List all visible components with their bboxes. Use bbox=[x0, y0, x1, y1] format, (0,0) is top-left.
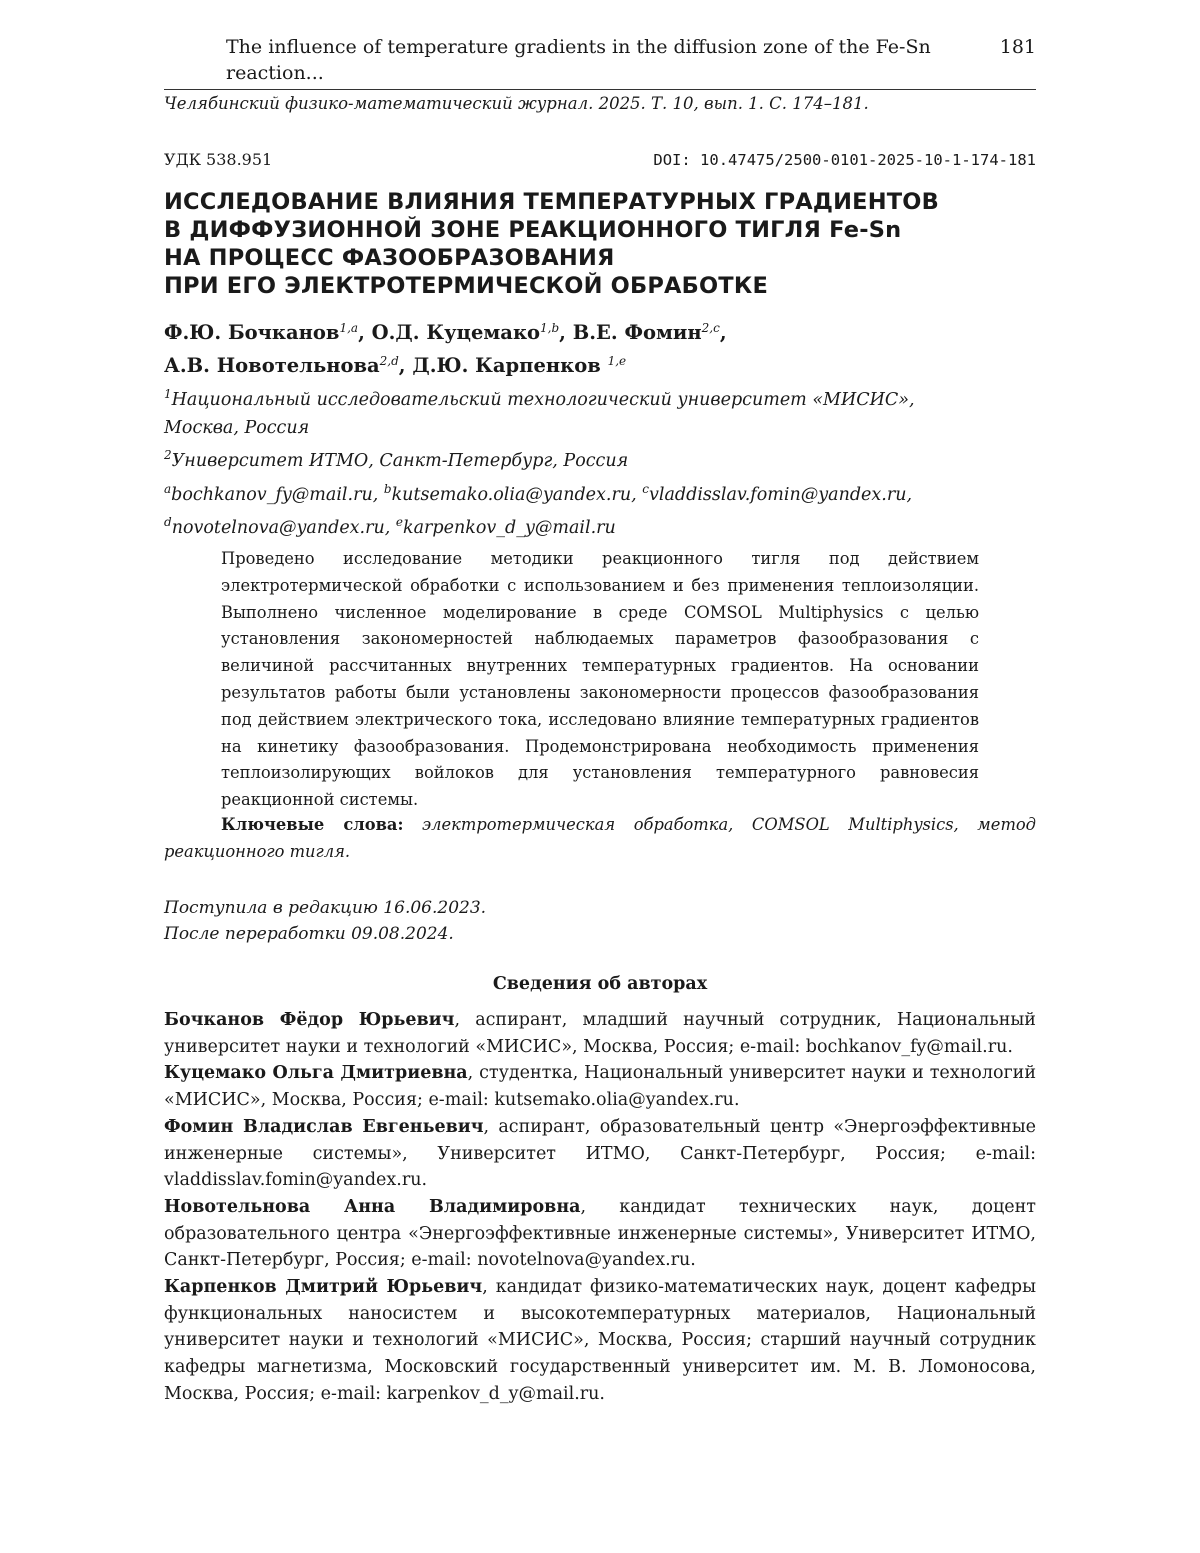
email-link[interactable]: karpenkov_d_y@mail.ru bbox=[403, 518, 616, 538]
abstract: Проведено исследование методики реакционного тигля под действием электротермической обработки с использованием и без применения теплоизоляции. Выполнено численное моделирование в среде COMSOL Multiphysics с целью установления закономерностей наблюдаемых параметров фазообразования с величиной рассчитанных внутренних температурных градиентов. На основании результатов работы были установлены закономерности процессов фазообразования под действием электрического тока, исследовано влияние температурных градиентов на кинетику фазообразования. Продемонстрирована необходимость применения теплоизолирующих войлоков для установления температурного равновесия реакционной системы. bbox=[221, 549, 979, 810]
author-bio-text: , аспирант, образовательный центр «Энергоэффективные инженерные системы», Университет ИТМО, Санкт-Петербург, Россия; e-mail: vladdisslav.fomin@yandex.ru. bbox=[164, 1116, 1037, 1191]
author-bio-name: Куцемако Ольга Дмитриевна bbox=[164, 1063, 468, 1084]
author-bio-text: , кандидат технических наук, доцент образовательного центра «Энергоэффективные инженерные системы», Университет ИТМО, Санкт-Петербург, Россия; e-mail: novotelnova@yandex.ru. bbox=[164, 1196, 1036, 1271]
about-authors-heading: Сведения об авторах bbox=[492, 974, 708, 994]
author-sup: 1,a bbox=[339, 321, 359, 335]
keywords-text: электротермическая обработка, COMSOL Multiphysics, метод реакционного тигля. bbox=[164, 815, 1037, 861]
author-bio-name: Новотельнова Анна Владимировна bbox=[164, 1196, 581, 1217]
email-link[interactable]: kutsemako.olia@yandex.ru bbox=[391, 484, 632, 505]
author-bio-text: , аспирант, младший научный сотрудник, Национальный университет науки и технологий «МИСИС», Москва, Россия; e-mail: bochkanov_fy@mail.ru. bbox=[164, 1010, 1036, 1057]
affiliation-1: Национальный исследовательский технологический университет «МИСИС», bbox=[171, 390, 915, 410]
author-name: Д.Ю. Карпенков bbox=[412, 354, 601, 377]
email-link[interactable]: vladdisslav.fomin@yandex.ru bbox=[649, 484, 907, 505]
affiliations: $^1$Национальный исследовательский технологический университет «МИСИС», Москва, Россия $^2$Университет ИТМО, Санкт-Петербург, Россия $^a$bochkanov_fy@mail.ru, $^b$kutsemako.olia@yandex.ru, $^c$vladdisslav.fomin@yandex.ru, $^d$novotelnova@yandex.ru, $^e$karpenkov_d_y@mail.ru bbox=[164, 387, 915, 538]
journal-reference: Челябинский физико-математический журнал. 2025. Т. 10, вып. 1. С. 174–181. bbox=[164, 94, 869, 113]
keywords-label: Ключевые слова: bbox=[221, 815, 404, 834]
author-bio-text: , студентка, Национальный университет науки и технологий «МИСИС», Москва, Россия; e-mail: kutsemako.olia@yandex.ru. bbox=[164, 1063, 1036, 1111]
title-line: НА ПРОЦЕСС ФАЗООБРАЗОВАНИЯ bbox=[164, 245, 615, 271]
author-bio-name: Бочканов Фёдор Юрьевич bbox=[164, 1010, 455, 1030]
author-bio-name: Фомин Владислав Евгеньевич bbox=[164, 1116, 484, 1137]
author-sup: 2,c bbox=[701, 321, 720, 335]
title-line: ИССЛЕДОВАНИЕ ВЛИЯНИЯ ТЕМПЕРАТУРНЫХ ГРАДИЕНТОВ bbox=[164, 189, 939, 215]
email-sup: b bbox=[383, 481, 392, 496]
page-number: 181 bbox=[999, 36, 1036, 58]
author-list: Ф.Ю. Бочканов$^{1,a}$, О.Д. Куцемако$^{1,b}$, В.Е. Фомин$^{2,c}$, А.В. Новотельнова$^{2,d}$, Д.Ю. Карпенков $^{1,e}$ bbox=[164, 321, 727, 377]
submission-dates bbox=[164, 895, 1036, 947]
udc-code: УДК 538.951 bbox=[164, 150, 273, 169]
title-line: В ДИФФУЗИОННОЙ ЗОНЕ РЕАКЦИОННОГО ТИГЛЯ Fe-Sn bbox=[164, 217, 902, 243]
article-title bbox=[164, 188, 1036, 300]
author-name: А.В. Новотельнова bbox=[164, 354, 380, 377]
email-sup: c bbox=[642, 481, 649, 496]
affiliation-sup: 2 bbox=[164, 448, 172, 462]
email-sup: a bbox=[164, 481, 172, 496]
author-sup: 1,e bbox=[607, 354, 627, 368]
identifiers bbox=[164, 149, 1036, 171]
author-bio bbox=[164, 1194, 1036, 1274]
author-bio-name: Карпенков Дмитрий Юрьевич bbox=[164, 1277, 483, 1298]
author-sup: 2,d bbox=[379, 354, 399, 368]
email-link[interactable]: bochkanov_fy@mail.ru bbox=[171, 484, 373, 505]
about-authors bbox=[164, 1007, 1036, 1408]
affiliation-1-city: Москва, Россия bbox=[164, 417, 310, 438]
affiliation-2: Университет ИТМО, Санкт-Петербург, Россия bbox=[171, 451, 629, 471]
doi: DOI: 10.47475/2500-0101-2025-10-1-174-181 bbox=[653, 151, 1036, 169]
running-head-title: The influence of temperature gradients in the diffusion zone of the Fe-Sn reaction... bbox=[226, 36, 931, 84]
revised-date: После переработки 09.08.2024. bbox=[164, 924, 454, 944]
author-bio bbox=[164, 1007, 1036, 1060]
author-bio bbox=[164, 1274, 1036, 1408]
email-link[interactable]: novotelnova@yandex.ru bbox=[171, 518, 385, 538]
author-bio bbox=[164, 1060, 1036, 1113]
author-sup: 1,b bbox=[540, 321, 560, 335]
author-name: В.Е. Фомин bbox=[572, 321, 702, 344]
author-name: Ф.Ю. Бочканов bbox=[164, 321, 340, 344]
affiliation-sup: 1 bbox=[164, 387, 172, 401]
author-bio bbox=[164, 1114, 1036, 1194]
author-name: О.Д. Куцемако bbox=[371, 321, 541, 344]
email-sup: e bbox=[395, 515, 403, 529]
email-sup: d bbox=[164, 515, 172, 529]
title-line: ПРИ ЕГО ЭЛЕКТРОТЕРМИЧЕСКОЙ ОБРАБОТКЕ bbox=[164, 273, 769, 299]
running-head bbox=[164, 34, 1036, 90]
author-bio-text: , кандидат физико-математических наук, доцент кафедры функциональных наносистем и высокотемпературных материалов, Национальный университет науки и технологий «МИСИС», Москва, Россия; старший научный сотрудник кафедры магнетизма, Московский государственный университет им. М. В. Ломоносова, Москва, Россия; e-mail: karpenkov_d_y@mail.ru. bbox=[164, 1277, 1036, 1404]
received-date: Поступила в редакцию 16.06.2023. bbox=[164, 898, 487, 918]
keywords bbox=[164, 811, 1036, 865]
